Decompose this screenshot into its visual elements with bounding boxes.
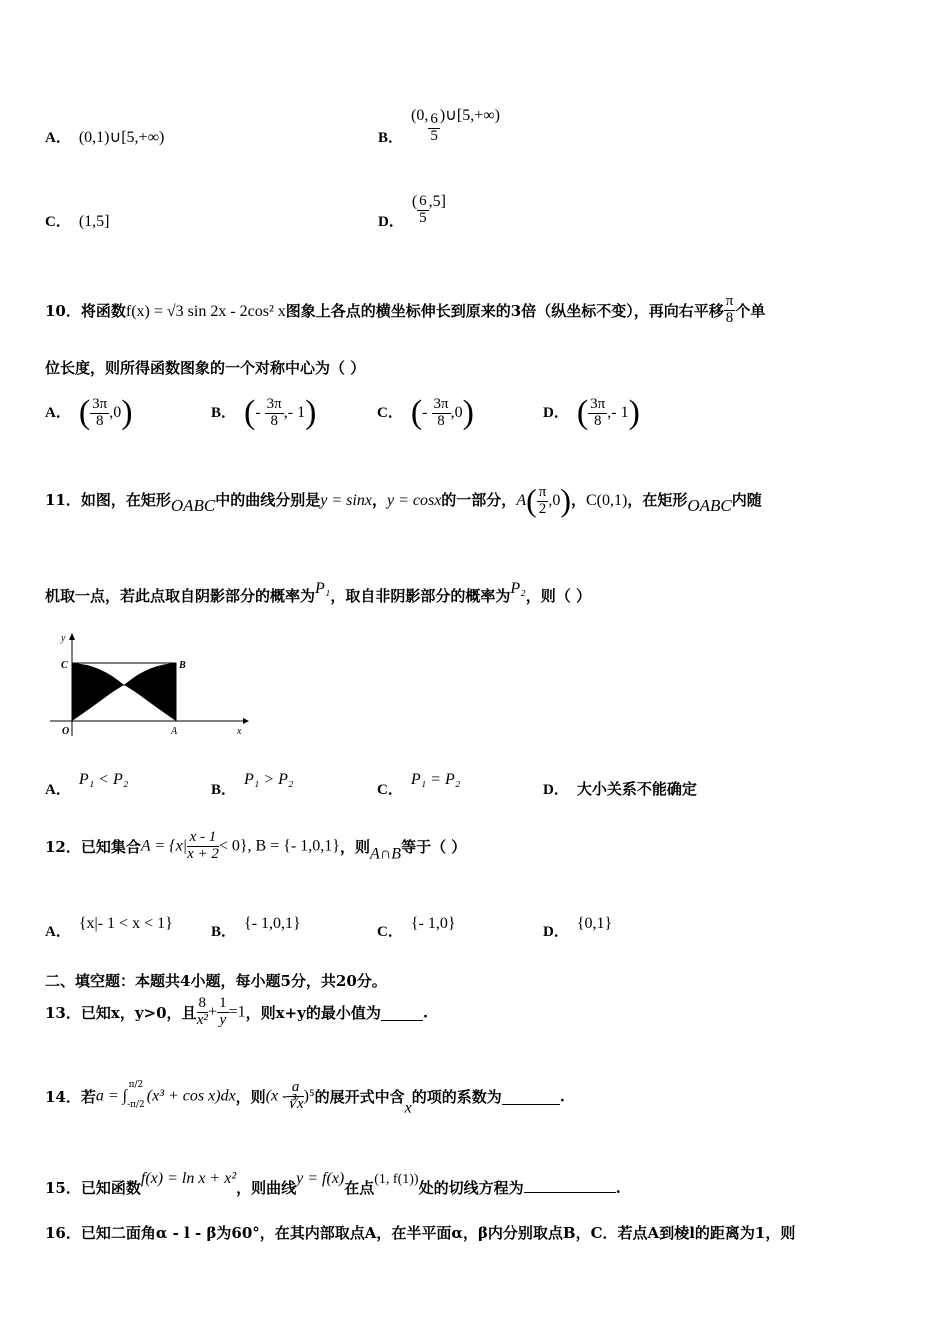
shaded-region (72, 663, 176, 721)
q11-option-b: B．P₁ > P₂ (211, 771, 294, 798)
q12-option-d: D． {0,1} (543, 915, 613, 940)
q9-option-a: A． (0,1)∪[5,+∞) (45, 129, 165, 146)
q9-option-d: D．( $\frac{6}{5}$ ,5] (378, 193, 446, 230)
q9-option-b: B．(0, $\frac{6}{5}$ )∪[5,+∞) (378, 107, 500, 146)
section-fill-in-title: 二、填空题：本题共4小题，每小题5分，共20分。 (45, 972, 387, 990)
q11-line-2: 机取一点，若此点取自阴影部分的概率为P₁，取自非阴影部分的概率为P₂，则（ ） (45, 580, 591, 605)
q13-stem: 13．已知x，y>0，且 $\frac{8}{\text{x²}}$ + $\frac{1}{y}$ =1，则x+y的最小值为 . (45, 995, 429, 1028)
q14-stem: 14．若a = ∫ π/2 -π/2 (x³ + cos x)dx，则(x - $\frac{a}{∛x}$ )⁵的展开式中含x的项的系数为 . (45, 1079, 565, 1117)
q11-figure (45, 628, 255, 740)
label-b: B (179, 660, 186, 671)
q11-line-1: 11．如图，在矩形OABC中的曲线分别是y = sinx，y = cosx的一部分，A( $\frac{\pi}{2}$ ,0)，C(0,1)，在矩形OABC内随 (45, 482, 762, 518)
label-c: C (61, 660, 68, 671)
q14-answer-blank[interactable] (502, 1088, 560, 1105)
label-o: O (62, 726, 70, 737)
q10-line-1: 10．将函数f(x) = √3 sin 2x - 2cos² x图象上各点的横坐标伸长到原来的3倍（纵坐标不变），再向右平移 $\frac{\pi}{8}$ 个单 (45, 293, 766, 326)
q12-stem: 12．已知集合A = {x| $\frac{x - 1}{x + 2}$ < 0}, B = {- 1,0,1}，则A∩B等于（ ） (45, 829, 467, 863)
q15-answer-blank[interactable] (524, 1176, 616, 1193)
q10-line-2: 位长度，则所得函数图象的一个对称中心为（ ） (45, 359, 366, 377)
label-y: y (61, 633, 66, 644)
q11-option-d: D． 大小关系不能确定 (543, 780, 697, 798)
q16-stem: 16．已知二面角α - l - β为60°，在其内部取点A，在半平面α，β内分别取点B，C．若点A到棱l的距离为1，则 (45, 1224, 796, 1242)
q12-option-a: A． {x|- 1 < x < 1} (45, 915, 173, 940)
q10-option-a: A． ( $\frac{3\pi}{8}$ ,0) (45, 394, 133, 431)
q15-stem: 15．已知函数f(x) = ln x + x²，则曲线y = f(x)在点(1, f(1))处的切线方程为 . (45, 1170, 621, 1197)
q11-option-c: C．P₁ = P₂ (377, 771, 461, 798)
q12-option-b: B． {- 1,0,1} (211, 915, 301, 940)
q12-option-c: C． {- 1,0} (377, 915, 456, 940)
q10-option-b: B． (- $\frac{3\pi}{8}$ ,- 1) (211, 394, 317, 431)
q11-option-a: A．P₁ < P₂ (45, 771, 129, 798)
q10-option-d: D． ( $\frac{3\pi}{8}$ ,- 1) (543, 394, 640, 431)
q9-option-c: C． (1,5] (45, 213, 110, 230)
label-a: A (171, 726, 178, 737)
q13-answer-blank[interactable] (381, 1004, 423, 1021)
label-x: x (237, 726, 242, 737)
q10-option-c: C． (- $\frac{3\pi}{8}$ ,0) (377, 394, 474, 431)
